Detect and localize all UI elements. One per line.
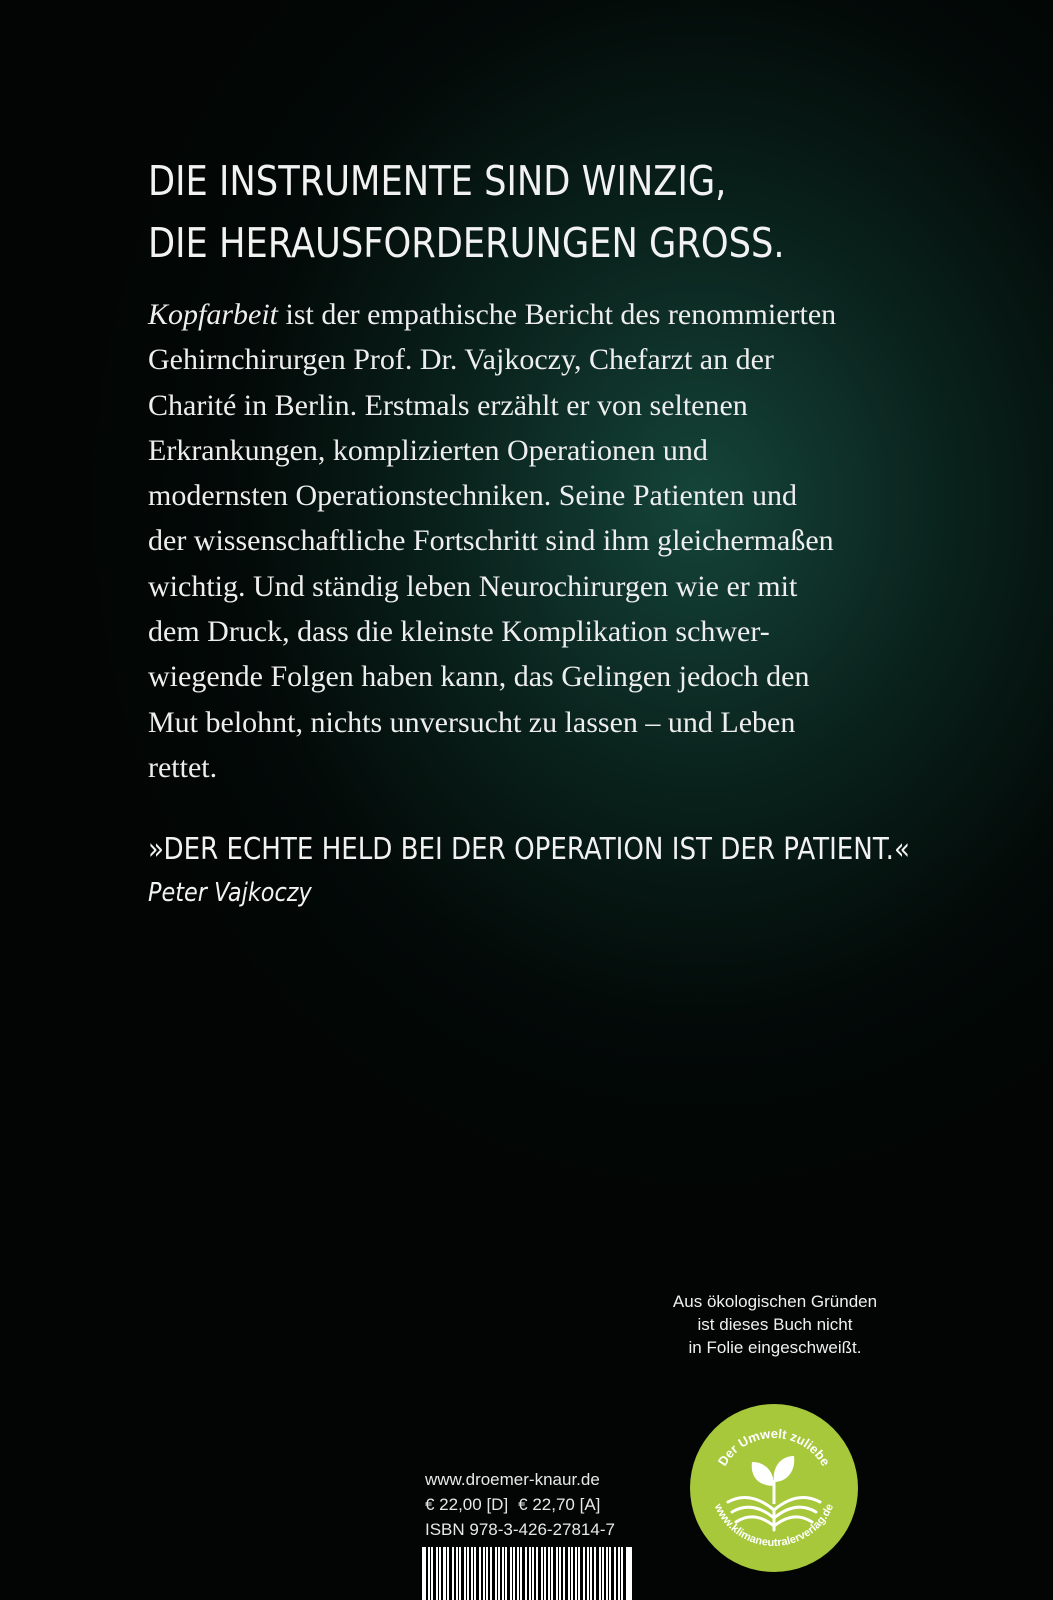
headline-line-1: DIE INSTRUMENTE SIND WINZIG,: [148, 157, 727, 205]
blurb-line: Charité in Berlin. Erstmals erzählt er von seltenen: [148, 388, 748, 422]
eco-badge-bottom-text: www.klimaneutralerverlag.de: [711, 1501, 837, 1550]
isbn: ISBN 978-3-426-27814-7: [425, 1520, 615, 1539]
blurb-line: Mut belohnt, nichts unversucht zu lassen – und Leben: [148, 705, 796, 739]
eco-note-line: in Folie eingeschweißt.: [688, 1338, 862, 1357]
publisher-website: www.droemer-knaur.de: [425, 1470, 600, 1489]
book-title-italic: Kopfarbeit: [148, 298, 279, 331]
eco-note-line: Aus ökologischen Gründen: [672, 1292, 878, 1311]
blurb-line: rettet.: [148, 750, 218, 784]
eco-badge-top-text: Der Umwelt zuliebe: [714, 1425, 834, 1469]
eco-note: [630, 1290, 920, 1359]
blurb-line: Gehirnchirurgen Prof. Dr. Vajkoczy, Chefarzt an der: [148, 343, 774, 377]
eco-badge-graphic: [688, 1402, 860, 1574]
price-block: [425, 1467, 635, 1542]
blurb-text: [148, 292, 908, 790]
price-germany: € 22,00 [D]: [425, 1495, 509, 1514]
blurb-line: wiegende Folgen haben kann, das Gelingen jedoch den: [148, 660, 810, 694]
eco-badge: [688, 1402, 860, 1574]
blurb-line: modernsten Operationstechniken. Seine Patienten und: [148, 479, 797, 513]
blurb-line: Erkrankungen, komplizierten Operationen und: [148, 433, 708, 467]
blurb-line: [148, 292, 908, 337]
barcode-bars: [422, 1547, 632, 1600]
price-row: [425, 1492, 635, 1517]
quote-author: Peter Vajkoczy: [148, 878, 312, 908]
blurb-line: der wissenschaftliche Fortschritt sind ihm gleichermaßen: [148, 524, 834, 558]
price-austria: € 22,70 [A]: [518, 1495, 601, 1514]
headline: [148, 150, 836, 274]
blurb-line: wichtig. Und ständig leben Neurochirurgen wie er mit: [148, 569, 798, 603]
blurb-line: dem Druck, dass die kleinste Komplikation schwer-: [148, 615, 770, 649]
pull-quote: »DER ECHTE HELD BEI DER OPERATION IST DER PATIENT.«: [148, 832, 910, 867]
eco-note-line: ist dieses Buch nicht: [697, 1315, 853, 1334]
blurb-line-rest: ist der empathische Bericht des renommierten: [278, 298, 837, 331]
headline-line-2: DIE HERAUSFORDERUNGEN GROSS.: [148, 219, 785, 267]
barcode: [422, 1547, 632, 1600]
